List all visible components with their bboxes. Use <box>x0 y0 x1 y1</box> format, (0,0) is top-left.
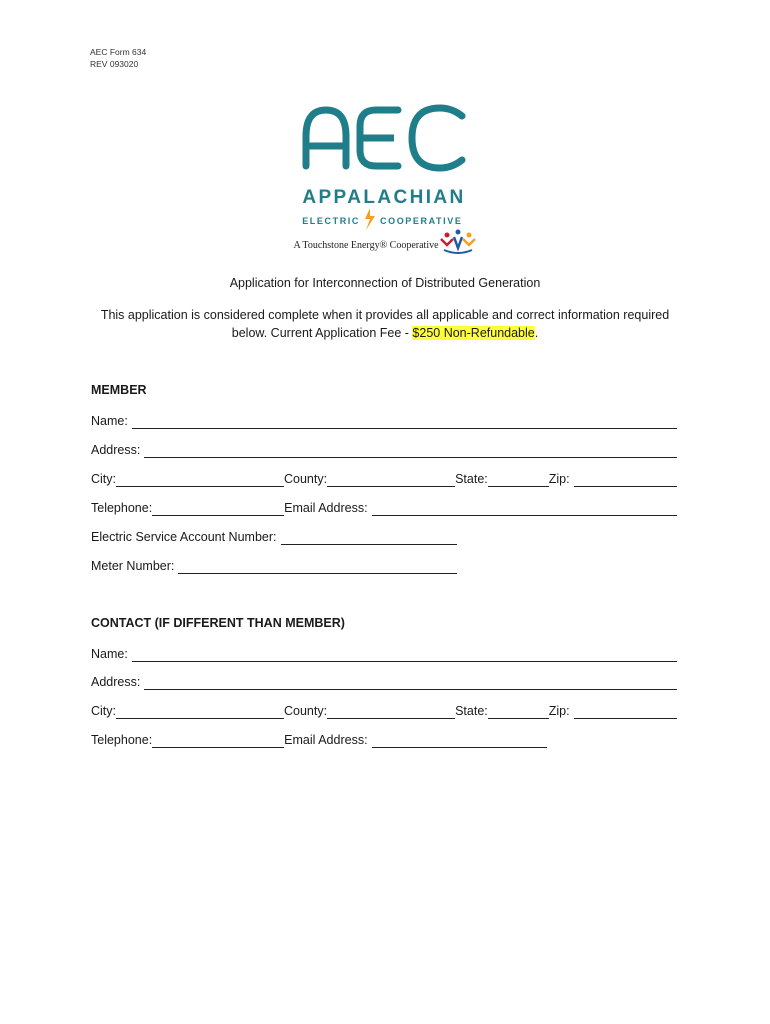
contact-zip-label: Zip: <box>548 704 570 718</box>
logo-name: APPALACHIAN <box>302 187 466 208</box>
member-email-field[interactable] <box>372 502 677 516</box>
contact-county-field[interactable] <box>327 705 455 719</box>
logo-sub-right: COOPERATIVE <box>380 216 463 226</box>
intro-line-2-suffix: . <box>534 326 539 340</box>
member-city-label: City: <box>91 472 116 486</box>
member-meter-row <box>91 556 457 574</box>
aec-logo <box>280 96 500 266</box>
contact-address-field[interactable] <box>144 676 677 690</box>
member-meter-label: Meter Number: <box>91 559 175 573</box>
contact-contact-info-row <box>91 730 547 748</box>
member-account-field[interactable] <box>281 531 458 545</box>
contact-email-field[interactable] <box>372 734 547 748</box>
member-account-row <box>91 527 457 545</box>
page-title: Application for Interconnection of Distributed Generation <box>229 276 541 290</box>
member-zip-field[interactable] <box>574 473 677 487</box>
intro-line-2 <box>80 324 690 342</box>
contact-city-label: City: <box>91 704 116 718</box>
intro-paragraph <box>80 306 690 342</box>
contact-county-label: County: <box>284 704 328 718</box>
member-location-row <box>91 469 677 487</box>
contact-telephone-field[interactable] <box>152 734 284 748</box>
member-contact-info-row <box>91 498 677 516</box>
member-state-field[interactable] <box>488 473 549 487</box>
intro-line-1: This application is considered complete when it provides all applicable and correct information required <box>100 308 670 322</box>
member-telephone-label: Telephone: <box>91 501 153 515</box>
member-address-field[interactable] <box>144 444 677 458</box>
contact-state-label: State: <box>455 704 488 718</box>
contact-address-label: Address: <box>91 675 141 689</box>
touchstone-people-icon <box>441 230 475 254</box>
logo-sub-left: ELECTRIC <box>302 216 360 226</box>
form-number: AEC Form 634 <box>90 47 147 57</box>
member-meter-field[interactable] <box>178 560 457 574</box>
intro-line-2-prefix: below. Current Application Fee - <box>231 326 413 340</box>
member-telephone-field[interactable] <box>152 502 284 516</box>
contact-name-field[interactable] <box>132 648 677 662</box>
contact-city-field[interactable] <box>116 705 284 719</box>
member-county-field[interactable] <box>327 473 455 487</box>
member-zip-label: Zip: <box>548 472 570 486</box>
contact-location-row <box>91 701 677 719</box>
member-section-title: MEMBER <box>91 383 147 397</box>
contact-address-row <box>91 672 677 690</box>
contact-email-label: Email Address: <box>284 733 368 747</box>
contact-name-label: Name: <box>91 647 128 661</box>
contact-zip-field[interactable] <box>574 705 677 719</box>
member-name-row <box>91 411 677 429</box>
contact-name-row <box>91 644 677 662</box>
form-identifier <box>90 46 146 70</box>
member-county-label: County: <box>284 472 328 486</box>
member-email-label: Email Address: <box>284 501 368 515</box>
member-city-field[interactable] <box>116 473 284 487</box>
contact-section-title: CONTACT (IF DIFFERENT THAN MEMBER) <box>91 616 345 630</box>
logo-tagline: A Touchstone Energy® Cooperative <box>293 240 439 251</box>
contact-telephone-label: Telephone: <box>91 733 153 747</box>
application-fee: $250 Non-Refundable <box>412 326 535 340</box>
member-address-row <box>91 440 677 458</box>
member-address-label: Address: <box>91 443 141 457</box>
lightning-bolt-icon <box>365 208 375 230</box>
member-name-field[interactable] <box>132 415 677 429</box>
form-revision: REV 093020 <box>90 59 139 69</box>
contact-state-field[interactable] <box>488 705 549 719</box>
member-state-label: State: <box>455 472 488 486</box>
member-account-label: Electric Service Account Number: <box>91 530 277 544</box>
member-name-label: Name: <box>91 414 128 428</box>
